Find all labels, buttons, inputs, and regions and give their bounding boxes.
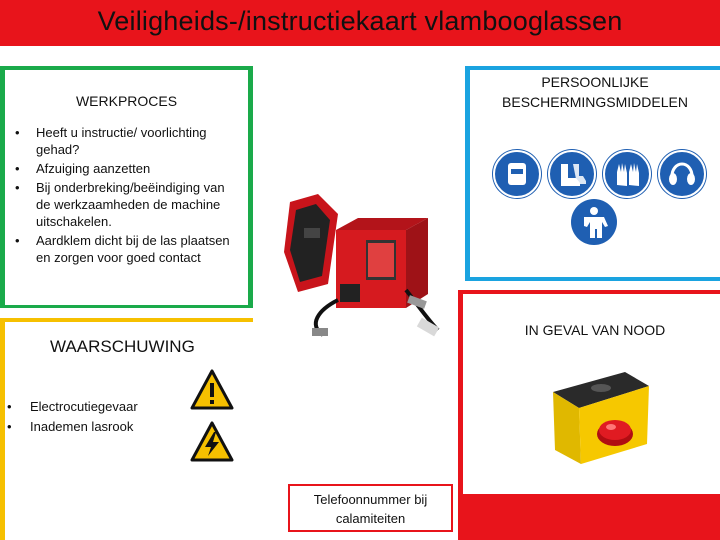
list-item: • Inademen lasrook	[4, 418, 184, 435]
emergency-stop-image	[545, 364, 655, 469]
page-title: Veiligheids-/instructiekaart vlambooglassen	[97, 6, 623, 36]
emergency-phone-box: Telefoonnummer bij calamiteiten	[288, 484, 453, 532]
ppe-icon-row	[493, 150, 693, 196]
welding-helmet-icon	[493, 150, 541, 198]
list-item: • Afzuiging aanzetten	[7, 160, 242, 177]
gloves-icon	[603, 150, 651, 198]
protective-clothing-icon	[572, 200, 616, 244]
pbm-title: PERSOONLIJKE BESCHERMINGSMIDDELEN	[502, 74, 688, 110]
waarschuwing-title: WAARSCHUWING	[50, 337, 195, 356]
list-item: • Heeft u instructie/ voorlichting gehad?	[7, 124, 242, 158]
list-item: • Aardklem dicht bij de las plaatsen en zorgen voor goed contact	[7, 232, 242, 266]
werkproces-title: WERKPROCES	[75, 93, 178, 109]
list-item: • Electrocutiegevaar	[4, 398, 184, 415]
ear-protection-icon	[658, 150, 706, 198]
general-warning-icon	[190, 368, 234, 412]
nood-title: IN GEVAL VAN NOOD	[524, 322, 666, 338]
welding-machine-image	[268, 180, 448, 350]
waarschuwing-list	[4, 398, 184, 438]
electric-hazard-icon	[190, 420, 234, 464]
werkproces-list	[7, 124, 242, 268]
list-item: • Bij onderbreking/beëindiging van de werkzaamheden de machine uitschakelen.	[7, 179, 242, 230]
safety-boots-icon	[548, 150, 596, 198]
